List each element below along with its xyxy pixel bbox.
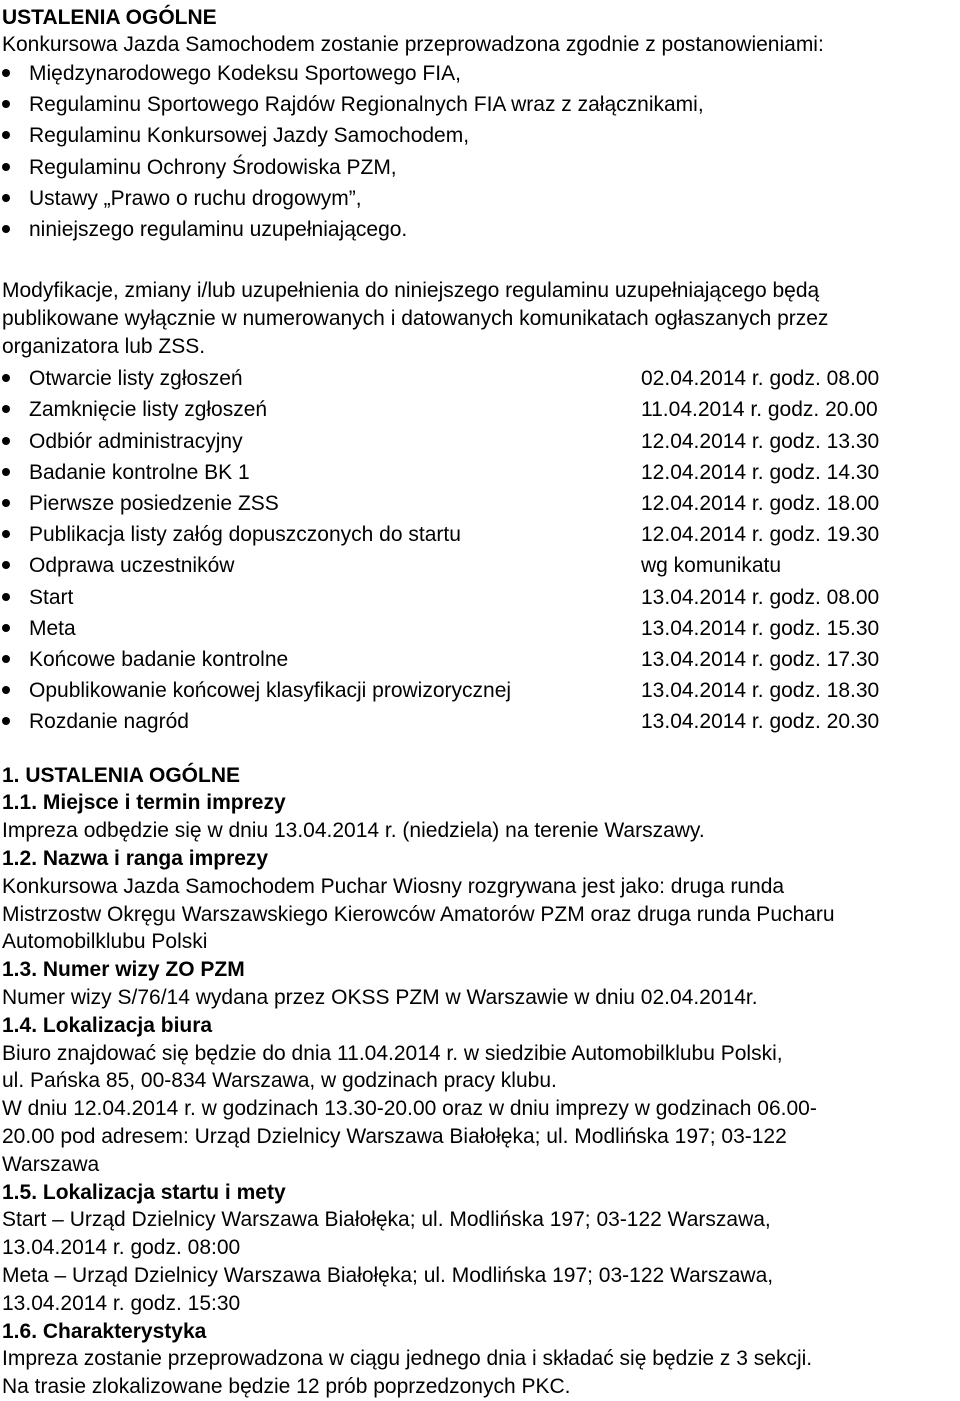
subsection-text: Na trasie zlokalizowane będzie 12 prób poprzedzonych PKC. — [2, 1375, 571, 1399]
bullet-icon — [2, 131, 10, 139]
schedule-row — [2, 519, 960, 550]
schedule-row — [2, 706, 960, 737]
bullet-icon — [2, 163, 10, 171]
subsection-text: ul. Pańska 85, 00-834 Warszawa, w godzinach pracy klubu. — [2, 1069, 557, 1093]
schedule-row — [2, 488, 960, 519]
schedule-row — [2, 426, 960, 457]
section-1 — [2, 762, 960, 1401]
schedule-value: 13.04.2014 r. godz. 17.30 — [641, 648, 880, 672]
schedule-value: 12.04.2014 r. godz. 13.30 — [641, 429, 880, 453]
schedule-value: 11.04.2014 r. godz. 20.00 — [641, 398, 878, 422]
subsection-text: Start – Urząd Dzielnicy Warszawa Białołęka; ul. Modlińska 197; 03-122 Warszawa, — [2, 1208, 771, 1232]
bullet-icon — [2, 225, 10, 233]
subsection-title: 1.4. Lokalizacja biura — [2, 1013, 213, 1037]
subsection-title: 1.2. Nazwa i ranga imprezy — [2, 847, 269, 871]
bullet-icon — [2, 100, 10, 108]
subsection-text: Mistrzostw Okręgu Warszawskiego Kierowców Amatorów PZM oraz druga runda Pucharu — [2, 902, 835, 926]
general-title: USTALENIA OGÓLNE — [2, 6, 217, 29]
schedule-value: 13.04.2014 r. godz. 18.30 — [641, 679, 880, 703]
subsection-text: W dniu 12.04.2014 r. w godzinach 13.30-20.00 oraz w dniu imprezy w godzinach 06.00- — [2, 1097, 817, 1121]
schedule-row — [2, 644, 960, 675]
subsection-text: Warszawa — [2, 1152, 100, 1176]
schedule-list — [2, 363, 960, 737]
schedule-row — [2, 550, 960, 581]
schedule-row — [2, 613, 960, 644]
general-intro: Konkursowa Jazda Samochodem zostanie przeprowadzona zgodnie z postanowieniami: — [2, 33, 824, 56]
schedule-row — [2, 675, 960, 706]
schedule-value: 13.04.2014 r. godz. 15.30 — [641, 616, 880, 640]
schedule-label: Rozdanie nagród — [29, 710, 189, 734]
bullet-icon — [2, 717, 10, 725]
subsection-text: Impreza zostanie przeprowadzona w ciągu jednego dnia i składać się będzie z 3 sekcji. — [2, 1347, 813, 1371]
schedule-value: 12.04.2014 r. godz. 14.30 — [641, 460, 880, 484]
bullet-icon — [2, 530, 10, 538]
bullet-icon — [2, 499, 10, 507]
schedule-label: Start — [29, 585, 74, 609]
modifications-paragraph: Modyfikacje, zmiany i/lub uzupełnienia do niniejszego regulaminu uzupełniającego będą publikowane wyłącznie w numerowanych i datowanych komunikatach ogłaszanych przez organizatora lub ZSS. — [2, 279, 829, 359]
subsection-title: 1.1. Miejsce i termin imprezy — [2, 791, 286, 815]
subsection-title: 1.5. Lokalizacja startu i mety — [2, 1180, 286, 1204]
schedule-label: Meta — [29, 616, 76, 640]
schedule-label: Otwarcie listy zgłoszeń — [29, 367, 243, 391]
list-item: Regulaminu Konkursowej Jazdy Samochodem, — [2, 120, 960, 151]
bullet-icon — [2, 593, 10, 601]
bullet-icon — [2, 405, 10, 413]
schedule-label: Odprawa uczestników — [29, 554, 235, 578]
subsection-text: Meta – Urząd Dzielnicy Warszawa Białołęka; ul. Modlińska 197; 03-122 Warszawa, — [2, 1264, 774, 1287]
schedule-value: wg komunikatu — [641, 554, 782, 578]
schedule-value: 13.04.2014 r. godz. 08.00 — [641, 585, 880, 609]
schedule-value: 13.04.2014 r. godz. 20.30 — [641, 710, 880, 734]
schedule-label: Pierwsze posiedzenie ZSS — [29, 492, 279, 516]
section-title: 1. USTALENIA OGÓLNE — [2, 763, 241, 787]
schedule-value: 02.04.2014 r. godz. 08.00 — [641, 367, 880, 391]
schedule-row — [2, 582, 960, 613]
schedule-label: Opublikowanie końcowej klasyfikacji prowizorycznej — [29, 679, 512, 703]
subsection-text: 20.00 pod adresem: Urząd Dzielnicy Warszawa Białołęka; ul. Modlińska 197; 03-122 — [2, 1125, 787, 1149]
bullet-icon — [2, 561, 10, 569]
subsection-text: 13.04.2014 r. godz. 15:30 — [2, 1291, 241, 1315]
schedule-value: 12.04.2014 r. godz. 18.00 — [641, 492, 880, 516]
regulations-list — [2, 58, 960, 245]
schedule-value: 12.04.2014 r. godz. 19.30 — [641, 523, 880, 547]
subsection-text: Automobilklubu Polski — [2, 930, 208, 954]
schedule-label: Publikacja listy załóg dopuszczonych do startu — [29, 523, 461, 547]
schedule-row — [2, 363, 960, 394]
subsection-text: Biuro znajdować się będzie do dnia 11.04.2014 r. w siedzibie Automobilklubu Polski, — [2, 1041, 783, 1065]
bullet-icon — [2, 437, 10, 445]
subsection-text: Numer wizy S/76/14 wydana przez OKSS PZM w Warszawie w dniu 02.04.2014r. — [2, 986, 758, 1010]
list-item: Regulaminu Sportowego Rajdów Regionalnych FIA wraz z załącznikami, — [2, 89, 960, 120]
list-item: Międzynarodowego Kodeksu Sportowego FIA, — [2, 58, 960, 89]
bullet-icon — [2, 468, 10, 476]
subsection-title: 1.3. Numer wizy ZO PZM — [2, 958, 245, 982]
subsection-title: 1.6. Charakterystyka — [2, 1319, 207, 1343]
list-item: Regulaminu Ochrony Środowiska PZM, — [2, 152, 960, 183]
schedule-label: Końcowe badanie kontrolne — [29, 648, 289, 672]
schedule-label: Odbiór administracyjny — [29, 429, 243, 453]
subsection-text: Konkursowa Jazda Samochodem Puchar Wiosny rozgrywana jest jako: druga runda — [2, 874, 785, 898]
bullet-icon — [2, 69, 10, 77]
bullet-icon — [2, 686, 10, 694]
bullet-icon — [2, 194, 10, 202]
list-item: niniejszego regulaminu uzupełniającego. — [2, 214, 960, 245]
schedule-label: Badanie kontrolne BK 1 — [29, 460, 250, 484]
bullet-icon — [2, 374, 10, 382]
subsection-text: Impreza odbędzie się w dniu 13.04.2014 r. (niedziela) na terenie Warszawy. — [2, 819, 705, 843]
list-item: Ustawy „Prawo o ruchu drogowym”, — [2, 183, 960, 214]
schedule-row — [2, 457, 960, 488]
subsection-text: 13.04.2014 r. godz. 08:00 — [2, 1236, 241, 1260]
bullet-icon — [2, 655, 10, 663]
bullet-icon — [2, 624, 10, 632]
schedule-row — [2, 394, 960, 425]
schedule-label: Zamknięcie listy zgłoszeń — [29, 398, 268, 422]
